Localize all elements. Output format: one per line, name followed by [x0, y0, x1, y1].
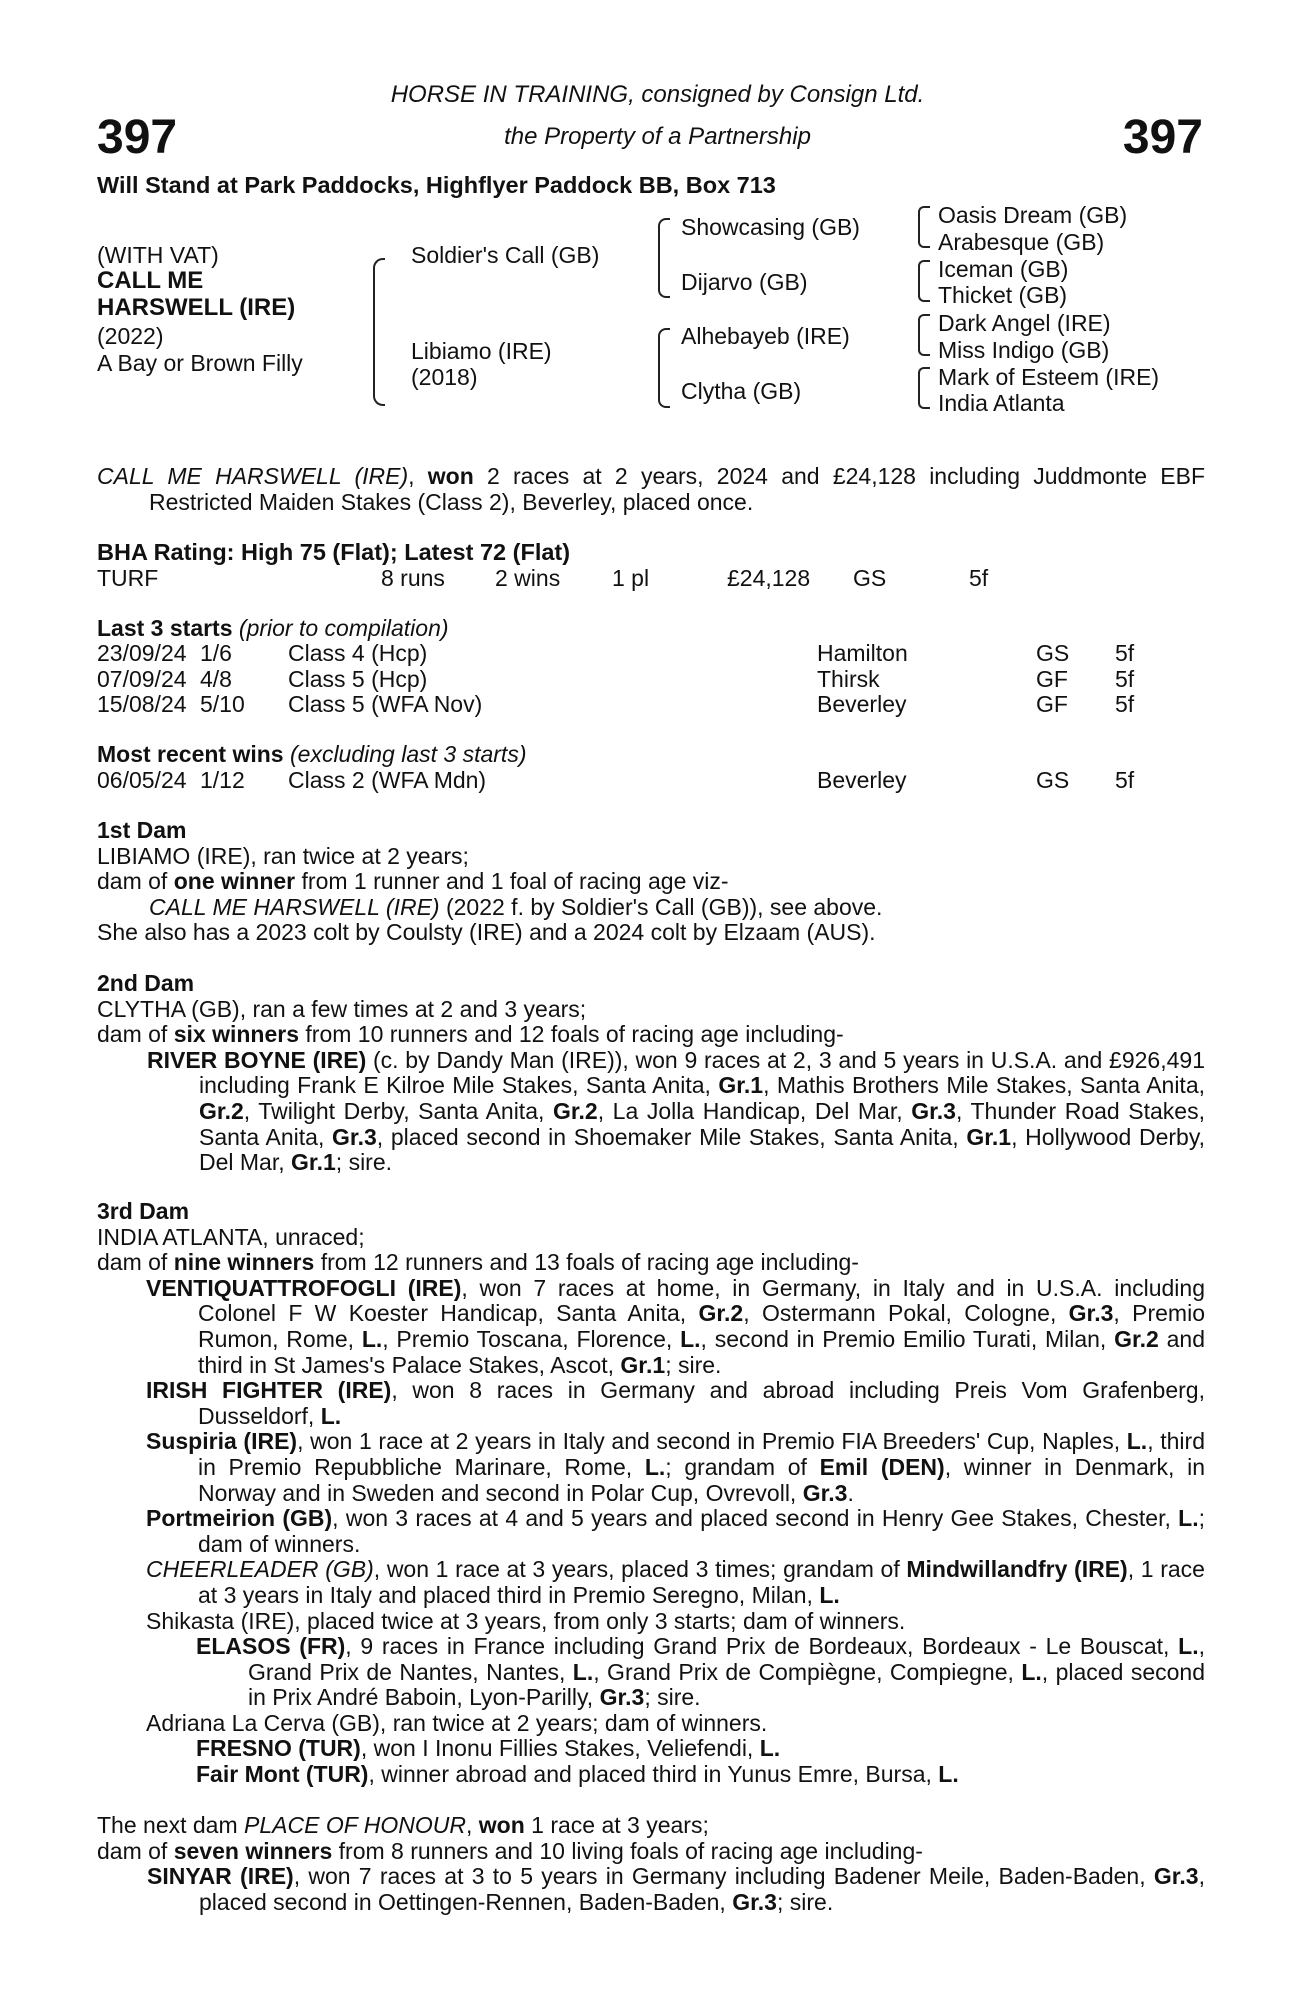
recent-heading [97, 742, 526, 768]
turf-runs: 8 runs [381, 565, 445, 591]
sire-sire-dam: Arabesque (GB) [938, 229, 1105, 255]
last3-title: Last 3 starts [97, 615, 233, 641]
third-dam-title: 3rd Dam [97, 1198, 190, 1224]
turf-record [97, 566, 1197, 592]
shikasta-entry: Shikasta (IRE), placed twice at 3 years, from only 3 starts; dam of winners. [146, 1607, 906, 1634]
sire-sire-sire: Oasis Dream (GB) [938, 202, 1128, 228]
race-race: Class 4 (Hcp) [288, 640, 428, 666]
race-going: GS [1036, 767, 1070, 793]
race-pos: 1/6 [200, 640, 232, 666]
second-dam-section [97, 971, 1205, 1176]
stand-location: Will Stand at Park Paddocks, Highflyer Paddock BB, Box 713 [97, 172, 776, 198]
bha-rating: BHA Rating: High 75 (Flat); Latest 72 (Flat) [97, 539, 571, 565]
first-dam-title: 1st Dam [97, 817, 187, 843]
dam-sire-dam: Miss Indigo (GB) [938, 337, 1110, 363]
dam-year: (2018) [411, 364, 478, 390]
sire-brace [658, 218, 670, 298]
sire-dam-brace [918, 260, 930, 302]
turf-prize: £24,128 [727, 565, 811, 591]
next-dam-line2: dam of seven winners from 8 runners and 10 living foals of racing age including- [97, 1837, 923, 1864]
fair-mont-entry: Fair Mont (TUR), winner abroad and placed third in Yunus Emre, Bursa, L. [196, 1761, 959, 1788]
race-course: Beverley [817, 767, 907, 793]
dam: Libiamo (IRE) [411, 338, 552, 364]
dam-sire: Alhebayeb (IRE) [681, 323, 850, 349]
first-dam-section [97, 818, 1205, 946]
main-brace [373, 258, 385, 406]
turf-surface: TURF [97, 565, 159, 591]
race-race: Class 5 (Hcp) [288, 665, 428, 692]
race-race: Class 2 (WFA Mdn) [288, 767, 487, 793]
portmeirion-entry: Portmeirion (GB), won 3 races at 4 and 5 years and placed second in Henry Gee Stakes, Chester, L.; dam of winners. [146, 1505, 1205, 1557]
race-course: Thirsk [817, 665, 880, 692]
elasos-entry: ELASOS (FR), 9 races in France including Grand Prix de Bordeaux, Bordeaux - Le Bouscat, L., Grand Prix de Nantes, Nantes, L., Grand Prix de Compiègne, Compiegne, L., placed second in Prix André Baboin, Lyon-Parilly, Gr.3; sire. [196, 1633, 1205, 1711]
adriana-entry: Adriana La Cerva (GB), ran twice at 2 years; dam of winners. [146, 1709, 768, 1736]
race-date: 23/09/24 [97, 640, 187, 666]
turf-going: GS [853, 565, 887, 591]
last3-heading [97, 616, 449, 642]
third-dam-section [97, 1199, 1205, 1788]
horse-name-line1: CALL ME [97, 267, 204, 294]
race-going: GF [1036, 691, 1068, 717]
dam-sire-sire: Dark Angel (IRE) [938, 310, 1111, 336]
race-course: Beverley [817, 691, 907, 717]
sire-dam: Dijarvo (GB) [681, 269, 808, 295]
dam-dam-brace [918, 367, 930, 409]
dam-dam-dam: India Atlanta [938, 390, 1065, 416]
race-row [97, 641, 1197, 667]
cheerleader-entry: CHEERLEADER (GB), won 1 race at 3 years, placed 3 times; grandam of Mindwillandfry (IRE), 1 race at 3 years in Italy and placed third in Premio Seregno, Milan, L. [146, 1556, 1205, 1608]
race-dist: 5f [1115, 665, 1135, 692]
horse-description: A Bay or Brown Filly [97, 350, 303, 376]
second-dam-line1: CLYTHA (GB), ran a few times at 2 and 3 years; [97, 995, 587, 1022]
recent-title: Most recent wins [97, 741, 284, 767]
race-race: Class 5 (WFA Nov) [288, 691, 483, 717]
dam-dam: Clytha (GB) [681, 378, 802, 404]
race-row [97, 768, 1197, 794]
turf-placed: 1 pl [612, 565, 650, 591]
sire-sire: Showcasing (GB) [681, 214, 860, 240]
race-course: Hamilton [817, 640, 908, 666]
race-summary: CALL ME HARSWELL (IRE), won 2 races at 2 years, 2024 and £24,128 including Juddmonte EBF Restricted Maiden Stakes (Class 2), Beverley, placed once. [97, 463, 1205, 515]
sire-dam-sire: Iceman (GB) [938, 256, 1069, 282]
horse-name-line2: HARSWELL (IRE) [97, 294, 296, 321]
lot-number-left: 397 [97, 111, 178, 164]
summary-won: won [427, 463, 474, 489]
sire: Soldier's Call (GB) [411, 242, 600, 268]
first-dam-line3: CALL ME HARSWELL (IRE) (2022 f. by Soldier's Call (GB)), see above. [149, 893, 883, 920]
third-dam-line2: dam of nine winners from 12 runners and 13 foals of racing age including- [97, 1249, 859, 1276]
race-pos: 5/10 [200, 691, 245, 717]
sire-sire-brace [918, 206, 930, 248]
third-dam-line1: INDIA ATLANTA, unraced; [97, 1223, 365, 1250]
race-date: 06/05/24 [97, 767, 187, 793]
race-pos: 1/12 [200, 767, 245, 793]
dam-sire-brace [918, 314, 930, 356]
lot-number-right: 397 [1122, 111, 1203, 164]
first-dam-line1: LIBIAMO (IRE), ran twice at 2 years; [97, 842, 469, 869]
first-dam-line2: dam of one winner from 1 runner and 1 foal of racing age viz- [97, 868, 729, 895]
consignor-line: HORSE IN TRAINING, consigned by Consign Ltd. [390, 81, 925, 108]
race-dist: 5f [1115, 691, 1135, 717]
owner-line: the Property of a Partnership [504, 123, 811, 150]
suspiria-entry: Suspiria (IRE), won 1 race at 2 years in Italy and second in Premio FIA Breeders' Cup, Naples, L., third in Premio Repubbliche Marinare, Rome, L.; grandam of Emil (DEN), winner in Denmark, in Norway and in Sweden and second in Polar Cup, Ovrevoll, Gr.3. [146, 1428, 1205, 1506]
vat-label: (WITH VAT) [97, 242, 219, 268]
race-going: GS [1036, 640, 1070, 666]
last3-note: (prior to compilation) [232, 615, 449, 641]
dam-brace [658, 328, 670, 408]
race-date: 15/08/24 [97, 691, 187, 717]
first-dam-line4: She also has a 2023 colt by Coulsty (IRE) and a 2024 colt by Elzaam (AUS). [97, 919, 876, 946]
summary-horse-name: CALL ME HARSWELL (IRE) [97, 463, 409, 489]
next-dam-line1: The next dam PLACE OF HONOUR, won 1 race at 3 years; [97, 1812, 709, 1838]
irish-fighter-entry: IRISH FIGHTER (IRE), won 8 races in Germany and abroad including Preis Vom Grafenberg, Dusseldorf, L. [146, 1377, 1205, 1429]
second-dam-line2: dam of six winners from 10 runners and 12 foals of racing age including- [97, 1021, 844, 1048]
second-dam-title: 2nd Dam [97, 970, 195, 996]
foaling-year: (2022) [97, 323, 164, 349]
sinyar-entry: SINYAR (IRE), won 7 races at 3 to 5 years in Germany including Badener Meile, Baden-Baden, Gr.3, placed second in Oettingen-Rennen, Baden-Baden, Gr.3; sire. [147, 1863, 1205, 1915]
race-row [97, 692, 1197, 718]
dam-dam-sire: Mark of Esteem (IRE) [938, 364, 1160, 390]
turf-distance: 5f [969, 565, 989, 591]
recent-note: (excluding last 3 starts) [283, 741, 527, 767]
summary-text: 2 races at 2 years, 2024 and £24,128 including Juddmonte EBF Restricted Maiden Stakes (Class 2), Beverley, placed once. [149, 463, 1205, 515]
turf-wins: 2 wins [495, 565, 561, 591]
race-date: 07/09/24 [97, 665, 187, 692]
race-going: GF [1036, 665, 1068, 692]
race-dist: 5f [1115, 767, 1135, 793]
sire-dam-dam: Thicket (GB) [938, 282, 1068, 308]
next-dam-section [97, 1813, 1205, 1915]
race-row [97, 667, 1197, 693]
ventiquattrofogli-entry: VENTIQUATTROFOGLI (IRE), won 7 races at home, in Germany, in Italy and in U.S.A. including Colonel F W Koester Handicap, Santa Anita, Gr.2, Ostermann Pokal, Cologne, Gr.3, Premio Rumon, Rome, L., Premio Toscana, Florence, L., second in Premio Emilio Turati, Milan, Gr.2 and third in St James's Palace Stakes, Ascot, Gr.1; sire. [146, 1274, 1205, 1378]
river-boyne-entry: RIVER BOYNE (IRE) (c. by Dandy Man (IRE)), won 9 races at 2, 3 and 5 years in U.S.A. and £926,491 including Frank E Kilroe Mile Stakes, Santa Anita, Gr.1, Mathis Brothers Mile Stakes, Santa Anita, Gr.2, Twilight Derby, Santa Anita, Gr.2, La Jolla Handicap, Del Mar, Gr.3, Thunder Road Stakes, Santa Anita, Gr.3, placed second in Shoemaker Mile Stakes, Santa Anita, Gr.1, Hollywood Derby, Del Mar, Gr.1; sire. [147, 1046, 1206, 1176]
race-pos: 4/8 [200, 665, 232, 692]
fresno-entry: FRESNO (TUR), won I Inonu Fillies Stakes, Veliefendi, L. [196, 1735, 781, 1762]
race-dist: 5f [1115, 640, 1135, 666]
